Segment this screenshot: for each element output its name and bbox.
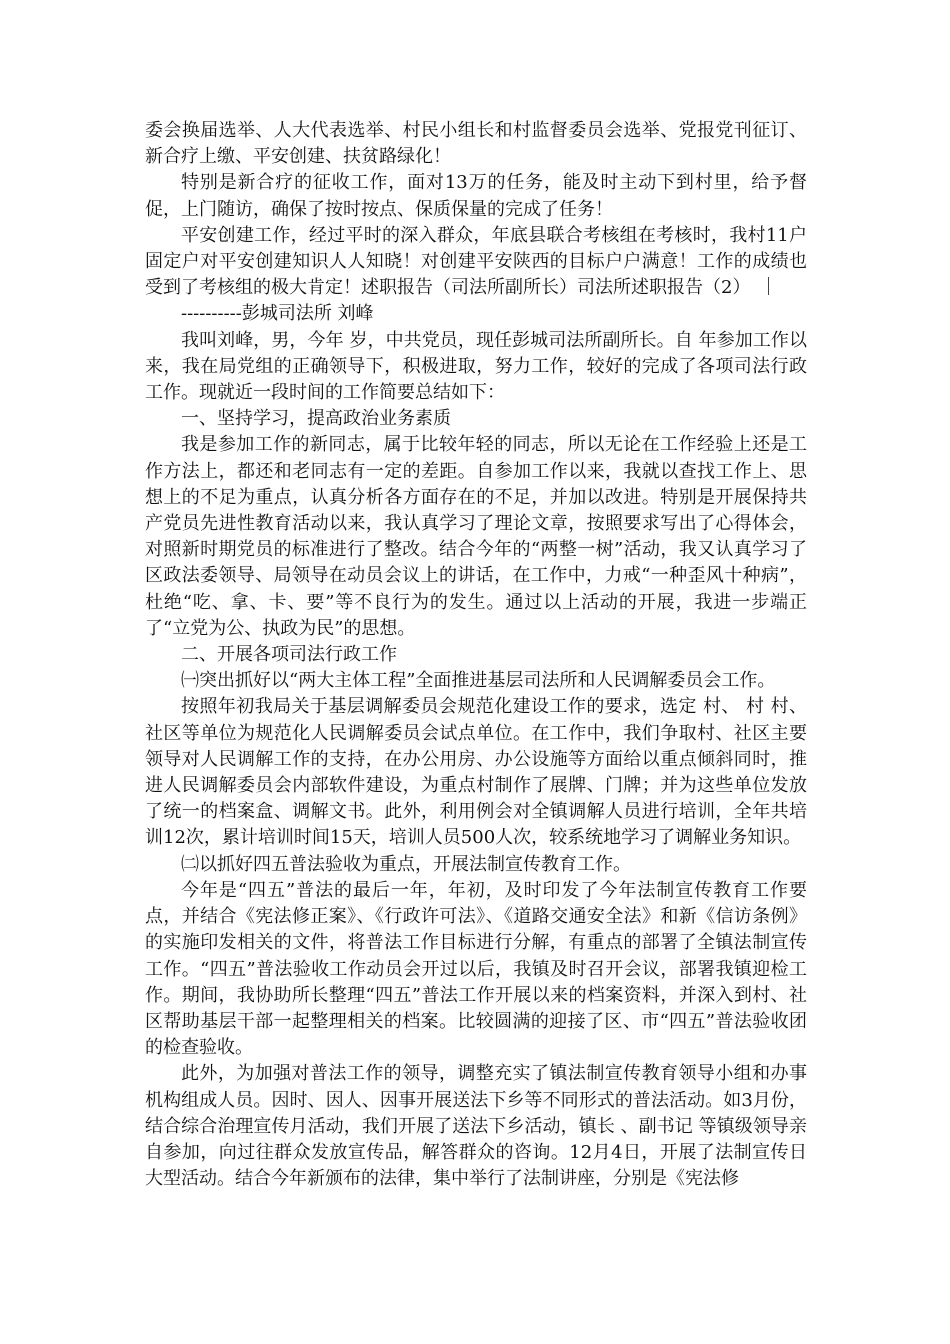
paragraph-legal-activities: 此外，为加强对普法工作的领导，调整充实了镇法制宣传教育领导小组和办事机构组成人员。因时、因人、因事开展送法下乡等不同形式的普法活动。如3月份，结合综合治理宣传月活动，我们开展了送法下乡活动，镇长 、副书记 等镇级领导亲自参加，向过往群众发放宣传品，解答群众的咨询。12月4日，开展了法制宣传日大型活动。结合今年新颁布的法律，集中举行了法制讲座，分别是《宪法修 <box>145 1063 807 1190</box>
author-line: ----------彭城司法所 刘峰 <box>181 303 374 325</box>
paragraph-new-rural-cooperative-medical: 特别是新合疗的征收工作，面对13万的任务，能及时主动下到村里，给予督促，上门随访，确保了按时按点、保质保量的完成了任务！ <box>145 172 807 220</box>
paragraph-fourth-five-year-plan: 今年是“四五”普法的最后一年，年初，及时印发了今年法制宣传教育工作要点，并结合《宪法修正案》、《行政许可法》、《道路交通安全法》和新《信访条例》的实施印发相关的文件，将普法工作目标进行分解，有重点的部署了全镇法制宣传工作。“四五”普法验收工作动员会开过以后，我镇及时召开会议，部署我镇迎检工作。期间，我协助所长整理“四五”普法工作开展以来的档案资料，并深入到村、社区帮助基层干部一起整理相关的档案。比较圆满的迎接了区、市“四五”普法验收团的检查验收。 <box>145 879 807 1059</box>
paragraph-safety-creation <box>145 223 807 302</box>
paragraph-self-introduction: 我叫刘峰，男，今年 岁，中共党员，现任彭城司法所副所长。自 年参加工作以来，我在局党组的正确领导下，积极进取，努力工作，较好的完成了各项司法行政工作。现就近一段时间的工作简要总结如下： <box>145 329 807 404</box>
document-page <box>145 118 807 1192</box>
text-cursor-mark <box>768 277 769 295</box>
section-heading-study: 一、坚持学习，提高政治业务素质 <box>181 408 451 430</box>
subheading-legal-education: ㈡以抓好四五普法验收为重点，开展法制宣传教育工作。 <box>181 853 631 875</box>
paragraph-study: 我是参加工作的新同志，属于比较年轻的同志，所以无论在工作经验上还是工作方法上，都还和老同志有一定的差距。自参加工作以来，我就以查找工作上、思想上的不足为重点，认真分析各方面存在的不足，并加以改进。特别是开展保持共产党员先进性教育活动以来，我认真学习了理论文章，按照要求写出了心得体会，对照新时期党员的标准进行了整改。结合今年的“两整一树”活动，我又认真学习了区政法委领导、局领导在动员会议上的讲话，在工作中，力戒“一种歪风十种病”，杜绝“吃、拿、卡、要”等不良行为的发生。通过以上活动的开展，我进一步端正了“立党为公、执政为民”的思想。 <box>145 434 807 639</box>
paragraph-mediation-committees: 按照年初我局关于基层调解委员会规范化建设工作的要求，选定 村、 村 村、 社区等单位为规范化人民调解委员会试点单位。在工作中，我们争取村、社区主要领导对人民调解工作的支持，在办公用房、办公设施等方面给以重点倾斜同时，推进人民调解委员会内部软件建设，为重点村制作了展牌、门牌；并为这些单位发放了统一的档案盒、调解文书。此外，利用例会对全镇调解人员进行培训，全年共培训12次，累计培训时间15天，培训人员500人次，较系统地学习了调解业务知识。 <box>145 696 807 849</box>
subheading-two-main-projects: ㈠突出抓好以“两大主体工程”全面推进基层司法所和人民调解委员会工作。 <box>181 670 776 692</box>
paragraph-continuation: 委会换届选举、人大代表选举、村民小组长和村监督委员会选举、党报党刊征订、新合疗上缴、平安创建、扶贫路绿化！ <box>145 120 807 168</box>
section-heading-judicial-work: 二、开展各项司法行政工作 <box>181 644 397 666</box>
paragraph-safety-creation-text: 平安创建工作，经过平时的深入群众，年底县联合考核组在考核时，我村11户固定户对平安创建知识人人知晓！对创建平安陕西的目标户户满意！工作的成绩也受到了考核组的极大肯定！述职报告（司法所副所长）司法所述职报告（2） <box>145 224 807 299</box>
